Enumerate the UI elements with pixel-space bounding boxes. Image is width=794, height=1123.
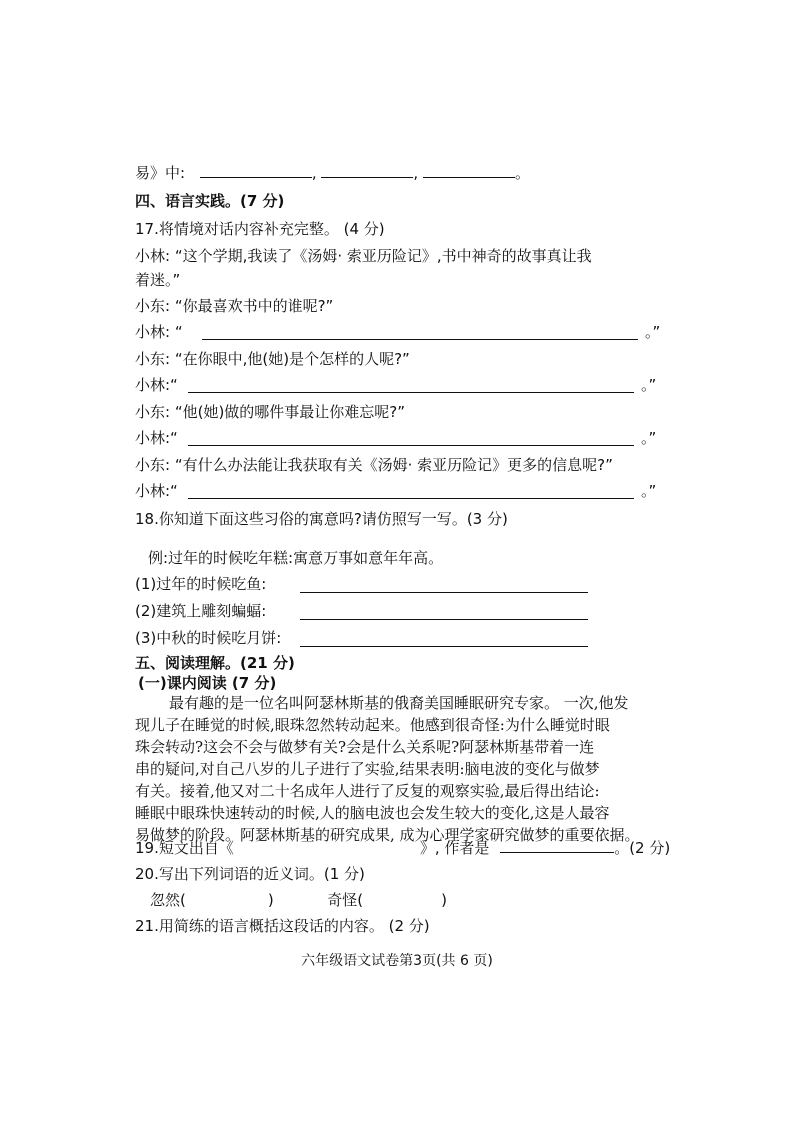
question-17: 17.将情境对话内容补充完整。 (4 分) bbox=[135, 220, 385, 238]
dialogue-line: 小东: “在你眼中,他(她)是个怎样的人呢?” bbox=[135, 350, 410, 368]
dialogue-answer-prefix: 小林: “ bbox=[135, 323, 183, 341]
answer-line[interactable] bbox=[300, 645, 588, 647]
dialogue-close: 。” bbox=[641, 482, 657, 500]
dialogue-close: 。” bbox=[641, 376, 657, 394]
passage-line: 易做梦的阶段。阿瑟林斯基的研究成果, 成为心理学家研究做梦的重要依据。 bbox=[135, 826, 640, 844]
dialogue-line: 小东: “有什么办法能让我获取有关《汤姆· 索亚历险记》更多的信息呢?” bbox=[135, 456, 613, 474]
answer-line[interactable] bbox=[188, 497, 634, 499]
answer-blank[interactable] bbox=[423, 163, 515, 178]
question-20: 20.写出下列词语的近义词。(1 分) bbox=[135, 865, 365, 883]
dialogue-line: 小林: “这个学期,我读了《汤姆· 索亚历险记》,书中神奇的故事真让我 bbox=[135, 247, 592, 265]
dialogue-line: 小东: “他(她)做的哪件事最让你难忘呢?” bbox=[135, 403, 406, 421]
passage-line: 最有趣的是一位名叫阿瑟林斯基的俄裔美国睡眠研究专家。 一次,他发 bbox=[169, 694, 629, 712]
passage-line: 珠会转动?这会不会与做梦有关?会是什么关系呢?阿瑟林斯基带着一连 bbox=[135, 738, 595, 756]
dialogue-line: 着迷。” bbox=[135, 271, 181, 289]
example-line: 例:过年的时候吃年糕:寓意万事如意年年高。 bbox=[148, 549, 444, 567]
section-heading: 四、语言实践。(7 分) bbox=[135, 192, 285, 210]
answer-line[interactable] bbox=[300, 618, 588, 620]
dialogue-answer-prefix: 小林:“ bbox=[135, 482, 178, 500]
dialogue-answer-prefix: 小林:“ bbox=[135, 376, 178, 394]
custom-item: (3)中秋的时候吃月饼: bbox=[135, 629, 282, 647]
question-21: 21.用简练的语言概括这段话的内容。 (2 分) bbox=[135, 917, 430, 935]
custom-item: (2)建筑上雕刻蝙蝠: bbox=[135, 602, 267, 620]
custom-item: (1)过年的时候吃鱼: bbox=[135, 575, 267, 593]
dialogue-answer-prefix: 小林:“ bbox=[135, 429, 178, 447]
synonym-row: 忽然( ) 奇怪( ) bbox=[150, 891, 447, 909]
answer-blank[interactable] bbox=[200, 163, 312, 178]
answer-line[interactable] bbox=[300, 591, 588, 593]
section3-fill-line: 易》中: , , 。 bbox=[135, 164, 530, 182]
author-blank[interactable] bbox=[500, 838, 614, 853]
passage-line: 串的疑问,对自己八岁的儿子进行了实验,结果表明:脑电波的变化与做梦 bbox=[135, 760, 600, 778]
question-18: 18.你知道下面这些习俗的寓意吗?请仿照写一写。(3 分) bbox=[135, 510, 508, 528]
dialogue-line: 小东: “你最喜欢书中的谁呢?” bbox=[135, 297, 334, 315]
answer-line[interactable] bbox=[202, 338, 638, 340]
answer-blank[interactable] bbox=[321, 163, 413, 178]
dialogue-close: 。” bbox=[645, 323, 661, 341]
section-heading: 五、阅读理解。(21 分) bbox=[135, 654, 295, 672]
answer-line[interactable] bbox=[188, 391, 634, 393]
page-footer: 六年级语文试卷第3页(共 6 页) bbox=[301, 953, 493, 969]
answer-line[interactable] bbox=[188, 444, 634, 446]
passage-line: 睡眠中眼珠快速转动的时候,人的脑电波也会发生较大的变化,这是人最容 bbox=[135, 804, 610, 822]
subsection-heading: (一)课内阅读 (7 分) bbox=[138, 674, 277, 692]
passage-line: 现儿子在睡觉的时候,眼珠忽然转动起来。他感到很奇怪:为什么睡觉时眼 bbox=[135, 716, 610, 734]
question-19: 19.短文出自《 》, 作者是 。(2 分) bbox=[135, 839, 671, 857]
passage-line: 有关。接着,他又对二十名成年人进行了反复的观察实验,最后得出结论: bbox=[135, 782, 600, 800]
dialogue-close: 。” bbox=[641, 429, 657, 447]
